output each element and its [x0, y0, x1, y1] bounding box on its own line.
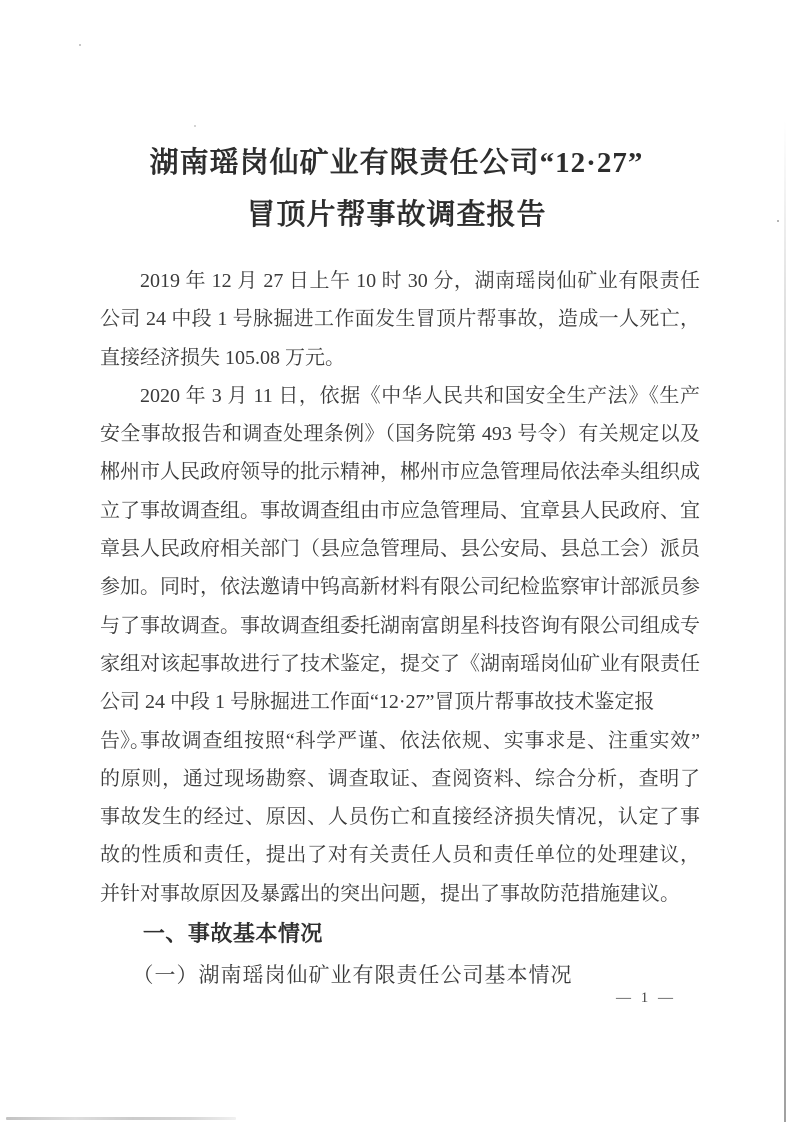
scan-speck	[79, 44, 81, 46]
text-line: 并针对事故原因及暴露出的突出问题，提出了事故防范措施建议。	[100, 882, 680, 905]
text-line: 故的性质和责任，提出了对有关责任人员和责任单位的处理建议，	[100, 844, 700, 867]
text-line: 2020 年 3 月 11 日，依据《中华人民共和国安全生产法》《生产	[140, 384, 700, 407]
scan-speck	[777, 220, 779, 222]
subsection-heading: （一）湖南瑶岗仙矿业有限责任公司基本情况	[132, 963, 573, 988]
text-line: 2019 年 12 月 27 日上午 10 时 30 分，湖南瑶岗仙矿业有限责任	[140, 270, 700, 292]
text-line: 事故调查组按照“科学严谨、依法依规、实事求是、注重实效”	[140, 729, 700, 752]
section-heading: 一、事故基本情况	[142, 921, 323, 947]
scan-speck	[194, 125, 196, 127]
text-line: 公司 24 中段 1 号脉掘进工作面“12·27”冒顶片帮事故技术鉴定报告》。	[100, 691, 655, 752]
text-line: 事故发生的经过、原因、人员伤亡和直接经济损失情况，认定了事	[100, 806, 700, 829]
text-line: 立了事故调查组。事故调查组由市应急管理局、宜章县人民政府、宜	[100, 499, 700, 522]
report-title	[0, 137, 793, 241]
text-line: 直接经济损失 105.08 万元。	[100, 346, 345, 369]
body-paragraphs	[100, 262, 700, 913]
report-title-line-2: 冒顶片帮事故调查报告	[246, 199, 547, 231]
text-line: 郴州市人民政府领导的批示精神，郴州市应急管理局依法牵头组织成	[100, 461, 700, 484]
page-number: — 1 —	[616, 990, 676, 1006]
scan-edge-shadow-right	[784, 120, 786, 1122]
paragraph	[100, 262, 700, 377]
text-line: 家组对该起事故进行了技术鉴定，提交了《湖南瑶岗仙矿业有限责任	[100, 652, 700, 675]
scan-smudge-bottom	[6, 1117, 236, 1120]
report-body	[100, 262, 700, 995]
text-line: 参加。同时，依法邀请中钨高新材料有限公司纪检监察审计部派员参	[100, 576, 700, 599]
text-line: 的原则，通过现场勘察、调查取证、查阅资料、综合分析，查明了	[100, 767, 700, 790]
text-line: 公司 24 中段 1 号脉掘进工作面发生冒顶片帮事故，造成一人死亡，	[100, 308, 700, 331]
report-title-line-1: 湖南瑶岗仙矿业有限责任公司“12·27”	[149, 147, 644, 179]
text-line: 与了事故调查。事故调查组委托湖南富朗星科技咨询有限公司组成专	[100, 614, 700, 637]
text-line: 安全事故报告和调查处理条例》（国务院第 493 号令）有关规定以及	[100, 423, 700, 446]
text-line: 章县人民政府相关部门（县应急管理局、县公安局、县总工会）派员	[100, 538, 700, 561]
paragraph	[100, 722, 700, 913]
